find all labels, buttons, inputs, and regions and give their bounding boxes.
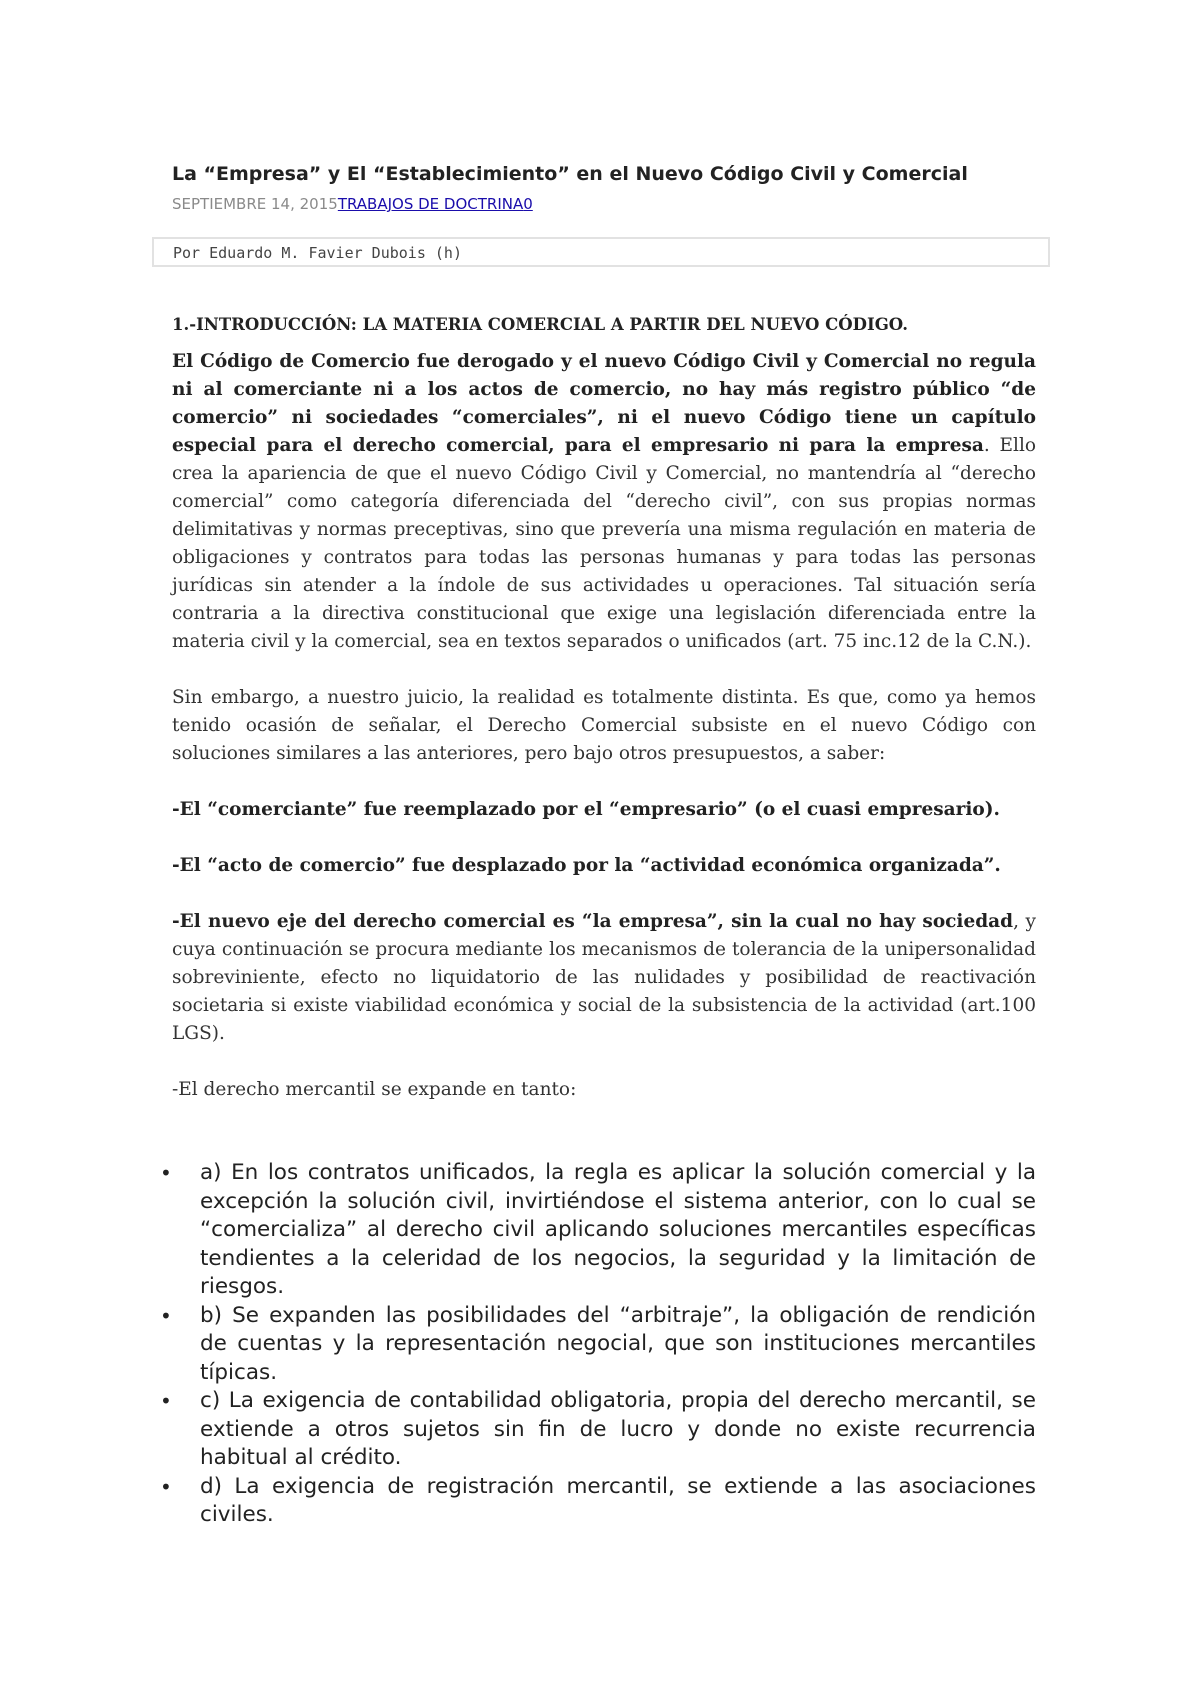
empresa-text: , y cuya continuación se procura mediante los mecanismos de tolerancia de la unipersonalidad sobreviniente, efecto no liquidatorio de las nulidades y posibilidad de reactivación societaria si existe viabilidad económica y social de la subsistencia de la actividad (art.100 LGS). xyxy=(172,911,1036,1044)
article-meta xyxy=(172,194,1036,214)
empresa-bold-text: -El nuevo eje del derecho comercial es “la empresa”, sin la cual no hay sociedad xyxy=(172,911,1014,932)
spacer xyxy=(172,1048,1036,1076)
intro-text: . Ello crea la apariencia de que el nuevo Código Civil y Comercial, no mantendría al “derecho comercial” como categoría diferenciada del “derecho civil”, con sus propias normas delimitativas y normas preceptivas, sino que prevería una misma regulación en materia de obligaciones y contratos para todas las personas humanas y para todas las personas jurídicas sin atender a la índole de sus actividades u operaciones. Tal situación sería contraria a la directiva constitucional que exige una legislación diferenciada entre la materia civil y la comercial, sea en textos separados o unificados (art. 75 inc.12 de la C.N.). xyxy=(172,435,1036,652)
point-comerciante: -El “comerciante” fue reemplazado por el “empresario” (o el cuasi empresario). xyxy=(172,799,1000,820)
intro-bold-text: El Código de Comercio fue derogado y el nuevo Código Civil y Comercial no regula ni al comerciante ni a los actos de comercio, no hay más registro público “de comercio” ni sociedades “comerciales”, ni el nuevo Código tiene un capítulo especial para el derecho comercial, para el empresario ni para la empresa xyxy=(172,351,1036,456)
author-line: Por Eduardo M. Favier Dubois (h) xyxy=(173,244,462,262)
article-title: La “Empresa” y El “Establecimiento” en el Nuevo Código Civil y Comercial xyxy=(172,163,968,185)
bullet-icon: • xyxy=(160,1303,172,1328)
second-paragraph: Sin embargo, a nuestro juicio, la realidad es totalmente distinta. Es que, como ya hemos tenido ocasión de señalar, el Derecho Comercial subsiste en el nuevo Código con soluciones similares a las anteriores, pero bajo otros presupuestos, a saber: xyxy=(172,687,1036,764)
list-item: • b) Se expanden las posibilidades del “arbitraje”, la obligación de rendición de cuentas y la representación negocial, que son instituciones mercantiles típicas. xyxy=(160,1302,1036,1385)
author-box xyxy=(152,237,1050,267)
bullet-icon: • xyxy=(160,1389,172,1413)
spacer xyxy=(172,656,1036,684)
bullet-icon: • xyxy=(160,1161,172,1185)
intro-paragraph xyxy=(172,348,1036,656)
article-header xyxy=(172,160,1036,214)
section-heading: 1.-INTRODUCCIÓN: LA MATERIA COMERCIAL A PARTIR DEL NUEVO CÓDIGO. xyxy=(172,315,908,334)
category-link[interactable]: TRABAJOS DE DOCTRINA xyxy=(337,195,524,213)
spacer xyxy=(172,768,1036,796)
bullet-icon: • xyxy=(160,1474,172,1499)
list-item: • c) La exigencia de contabilidad obligatoria, propia del derecho mercantil, se extiende a otros sujetos sin fin de lucro y donde no existe recurrencia habitual al crédito. xyxy=(160,1388,1036,1470)
point-acto-de-comercio: -El “acto de comercio” fue desplazado por la “actividad económica organizada”. xyxy=(172,855,1001,876)
expansion-list xyxy=(160,1159,1036,1530)
spacer xyxy=(172,880,1036,908)
spacer xyxy=(172,824,1036,852)
expansion-intro: -El derecho mercantil se expande en tanto: xyxy=(172,1079,577,1100)
point-empresa xyxy=(172,908,1036,1048)
post-date: SEPTIEMBRE 14, 2015 xyxy=(172,195,338,213)
list-item: • a) En los contratos unificados, la regla es aplicar la solución comercial y la excepción la solución civil, invirtiéndose el sistema anterior, con lo cual se “comercializa” al derecho civil aplicando soluciones mercantiles específicas tendientes a la celeridad de los negocios, la seguridad y la limitación de riesgos. xyxy=(160,1160,1036,1299)
article-body xyxy=(172,314,1036,1104)
list-item: • d) La exigencia de registración mercantil, se extiende a las asociaciones civiles. xyxy=(160,1473,1036,1527)
comment-count-link[interactable]: 0 xyxy=(523,195,533,213)
